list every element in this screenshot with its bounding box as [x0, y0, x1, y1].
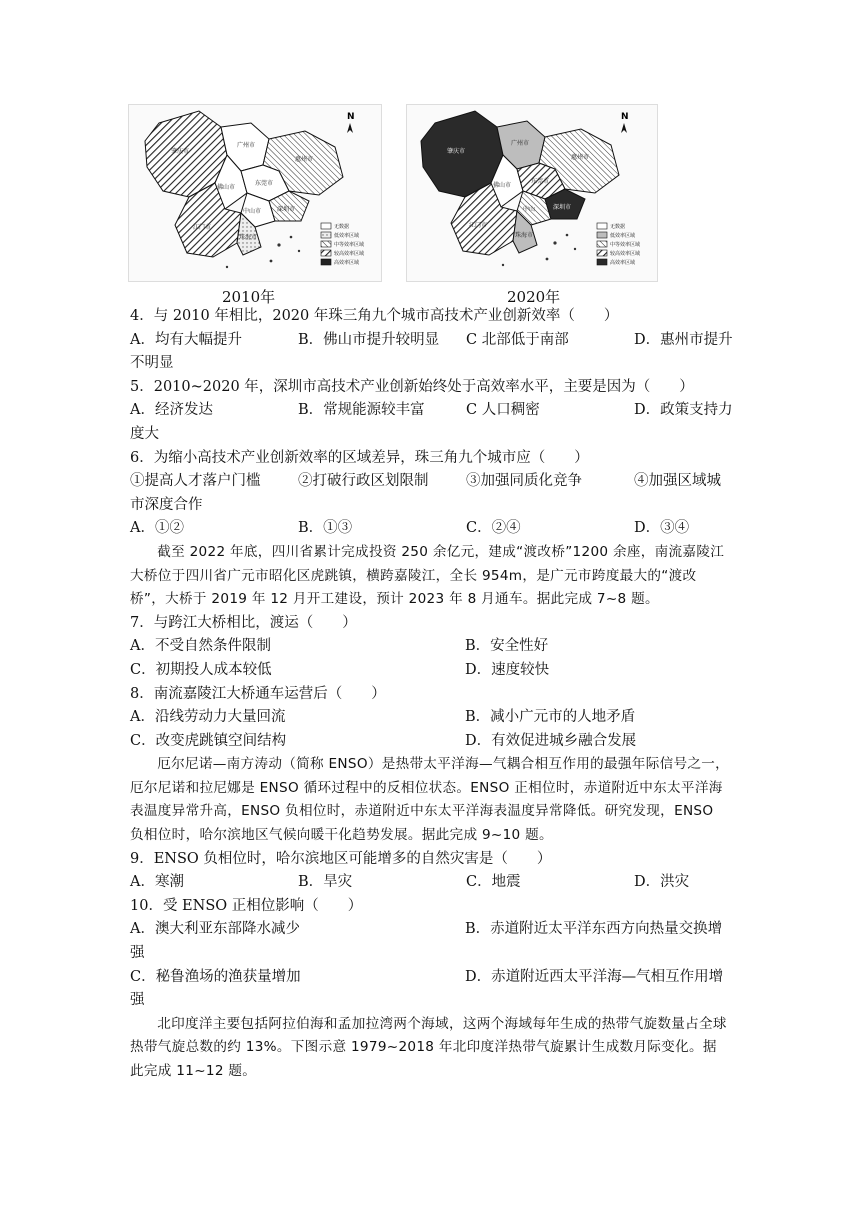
q6-option-c[interactable]: C．②④: [466, 520, 521, 537]
map-2020-label-foshan: 佛山市: [493, 182, 512, 189]
q5-option-d[interactable]: D．政策支持力: [634, 402, 733, 419]
map-2020-label-zhaoqing: 肇庆市: [447, 148, 466, 155]
q4-option-d[interactable]: D．惠州市提升: [634, 331, 733, 348]
q10-option-b-cont: 强: [130, 945, 145, 962]
q5-options: [130, 399, 733, 423]
svg-text:无数据: 无数据: [334, 224, 350, 230]
map-2020-figure: [407, 105, 657, 281]
map-2010-north: N: [347, 112, 355, 122]
svg-text:中等效率区域: 中等效率区域: [610, 242, 641, 248]
q4-option-a[interactable]: A．均有大幅提升: [130, 331, 242, 348]
map-2010-label-jiangmen: 江门市: [193, 224, 212, 231]
q6-option-b[interactable]: B．①③: [298, 520, 353, 537]
map-2020-label-zhongshan: 中山: [523, 206, 536, 213]
q8-options-row2: [130, 730, 730, 754]
q9-option-a[interactable]: A．寒潮: [130, 874, 184, 891]
q6-option-d[interactable]: D．③④: [634, 520, 690, 537]
q10-options-row2: [130, 966, 730, 990]
svg-text:高效率区域: 高效率区域: [610, 260, 636, 266]
q4-option-c[interactable]: C 北部低于南部: [466, 331, 569, 348]
q6-statement-4-cont: 市深度合作: [130, 496, 203, 513]
q8-options-row1: [130, 706, 730, 730]
q10-option-d[interactable]: D．赤道附近西太平洋海—气相互作用增: [465, 968, 724, 985]
q6-statement-1: ①提高人才落户门槛: [130, 473, 261, 490]
q9-option-b[interactable]: B．旱灾: [298, 874, 353, 891]
q9-options: [130, 871, 730, 895]
q7-option-c[interactable]: C．初期投人成本较低: [130, 661, 272, 678]
map-2010-caption: 2010年: [222, 288, 276, 306]
map-2020-label-zhuhai: 珠海市: [515, 232, 534, 239]
q5-option-c[interactable]: C 人口稠密: [466, 402, 540, 419]
passage-bridge: 截至 2022 年底，四川省累计完成投资 250 余亿元，建成“渡改桥”1200 余座，南流嘉陵江大桥位于四川省广元市昭化区虎跳镇，横跨嘉陵江，全长 954m，是广元市跨度最大的“渡改桥”，大桥于 2019 年 12 月开工建设，预计 2023 年 8 月通车。据此完成 7~8 题。: [130, 543, 725, 608]
map-2010-label-dongguan: 东莞市: [255, 180, 274, 187]
svg-text:高效率区域: 高效率区域: [334, 260, 360, 266]
q6-stem: 6．为缩小高技术产业创新效率的区域差异，珠三角九个城市应（ ）: [130, 449, 589, 466]
q8-option-b[interactable]: B．减小广元市的人地矛盾: [465, 709, 636, 726]
q8-stem: 8．南流嘉陵江大桥通车运营后（ ）: [130, 685, 386, 702]
passage-enso: 厄尔尼诺—南方涛动（简称 ENSO）是热带太平洋海—气耦合相互作用的最强年际信号之一，厄尔尼诺和拉尼娜是 ENSO 循环过程中的反相位状态。ENSO 正相位时，赤道附近中东太平洋海表温度异常升高，ENSO 负相位时，赤道附近中东太平洋海表温度异常降低。研究发现，ENSO 负相位时，哈尔滨地区气候向暖干化趋势发展。据此完成 9~10 题。: [130, 756, 730, 844]
q9-stem: 9．ENSO 负相位时，哈尔滨地区可能增多的自然灾害是（ ）: [130, 850, 552, 867]
q5-stem: 5．2010~2020 年，深圳市高技术产业创新始终处于高效率水平，主要是因为（ ）: [130, 378, 694, 395]
q4-options: [130, 329, 733, 353]
q4-stem: 4．与 2010 年相比，2020 年珠三角九个城市高技术产业创新效率（ ）: [130, 308, 619, 324]
q7-option-b[interactable]: B．安全性好: [465, 638, 549, 655]
q10-options-row1: [130, 918, 730, 942]
passage-north-indian-ocean: 北印度洋主要包括阿拉伯海和孟加拉湾两个海域，这两个海域每年生成的热带气旋数量占全球热带气旋总数的约 13%。下图示意 1979~2018 年北印度洋热带气旋累计生成数月际变化。据此完成 11~12 题。: [130, 1015, 727, 1079]
q7-option-a[interactable]: A．不受自然条件限制: [130, 638, 271, 655]
q7-stem: 7．与跨江大桥相比，渡运（ ）: [130, 614, 357, 631]
map-2020-north: N: [621, 112, 629, 122]
map-2020-label-huizhou: 惠州市: [571, 154, 590, 161]
map-2010-figure: [129, 105, 381, 281]
q6-statement-3: ③加强同质化竞争: [466, 473, 582, 490]
map-2010-label-guangzhou: 广州市: [237, 142, 256, 149]
map-2020-label-dongguan: 东莞市: [531, 178, 550, 185]
map-2010-label-zhaoqing: 肇庆市: [171, 148, 190, 155]
questions: [130, 305, 733, 1084]
map-2010-label-huizhou: 惠州市: [295, 156, 314, 163]
q7-options-row2: [130, 659, 730, 683]
svg-text:低效率区域: 低效率区域: [610, 233, 636, 239]
map-2010: [128, 104, 382, 282]
q5-option-d-cont: 度大: [130, 425, 159, 442]
q10-option-d-cont: 强: [130, 992, 145, 1009]
svg-text:低效率区域: 低效率区域: [334, 233, 360, 239]
q10-option-b[interactable]: B．赤道附近太平洋东西方向热量交换增: [465, 921, 723, 938]
svg-text:无数据: 无数据: [610, 224, 626, 230]
svg-text:中等效率区域: 中等效率区域: [334, 242, 365, 248]
q6-statement-4: ④加强区域城: [634, 473, 721, 490]
q8-option-a[interactable]: A．沿线劳动力大量回流: [130, 709, 286, 726]
map-2020: [406, 104, 658, 282]
q10-option-a[interactable]: A．澳大利亚东部降水减少: [130, 921, 300, 938]
q5-option-b[interactable]: B．常规能源较丰富: [298, 402, 425, 419]
q6-option-a[interactable]: A．①②: [130, 520, 184, 537]
svg-text:较高效率区域: 较高效率区域: [610, 251, 641, 257]
q8-option-d[interactable]: D．有效促进城乡融合发展: [465, 732, 637, 749]
q9-option-c[interactable]: C．地震: [466, 874, 521, 891]
q6-options: [130, 517, 730, 541]
q4-option-d-cont: 不明显: [130, 355, 174, 372]
q7-options-row1: [130, 635, 730, 659]
q8-option-c[interactable]: C．改变虎跳镇空间结构: [130, 732, 287, 749]
map-2020-label-guangzhou: 广州市: [511, 140, 530, 147]
q9-option-d[interactable]: D．洪灾: [634, 874, 690, 891]
map-2020-label-jiangmen: 江门市: [469, 222, 488, 229]
map-2020-caption: 2020年: [507, 288, 561, 306]
q4-option-b[interactable]: B．佛山市提升较明显: [298, 331, 440, 348]
q6-statement-2: ②打破行政区划限制: [298, 473, 429, 490]
q6-statements: [130, 470, 730, 494]
q7-option-d[interactable]: D．速度较快: [465, 661, 550, 678]
map-2010-label-zhongshan: 中山市: [243, 208, 262, 215]
q10-stem: 10．受 ENSO 正相位影响（ ）: [130, 897, 363, 914]
q10-option-c[interactable]: C．秘鲁渔场的渔获量增加: [130, 968, 301, 985]
map-2010-label-shenzhen: 深圳市: [277, 206, 296, 213]
map-2010-label-zhuhai: 珠海市: [239, 234, 258, 241]
q5-option-a[interactable]: A．经济发达: [130, 402, 213, 419]
map-2010-label-foshan: 佛山市: [217, 184, 236, 191]
svg-text:较高效率区域: 较高效率区域: [334, 251, 365, 257]
map-2020-label-shenzhen: 深圳市: [553, 204, 572, 211]
